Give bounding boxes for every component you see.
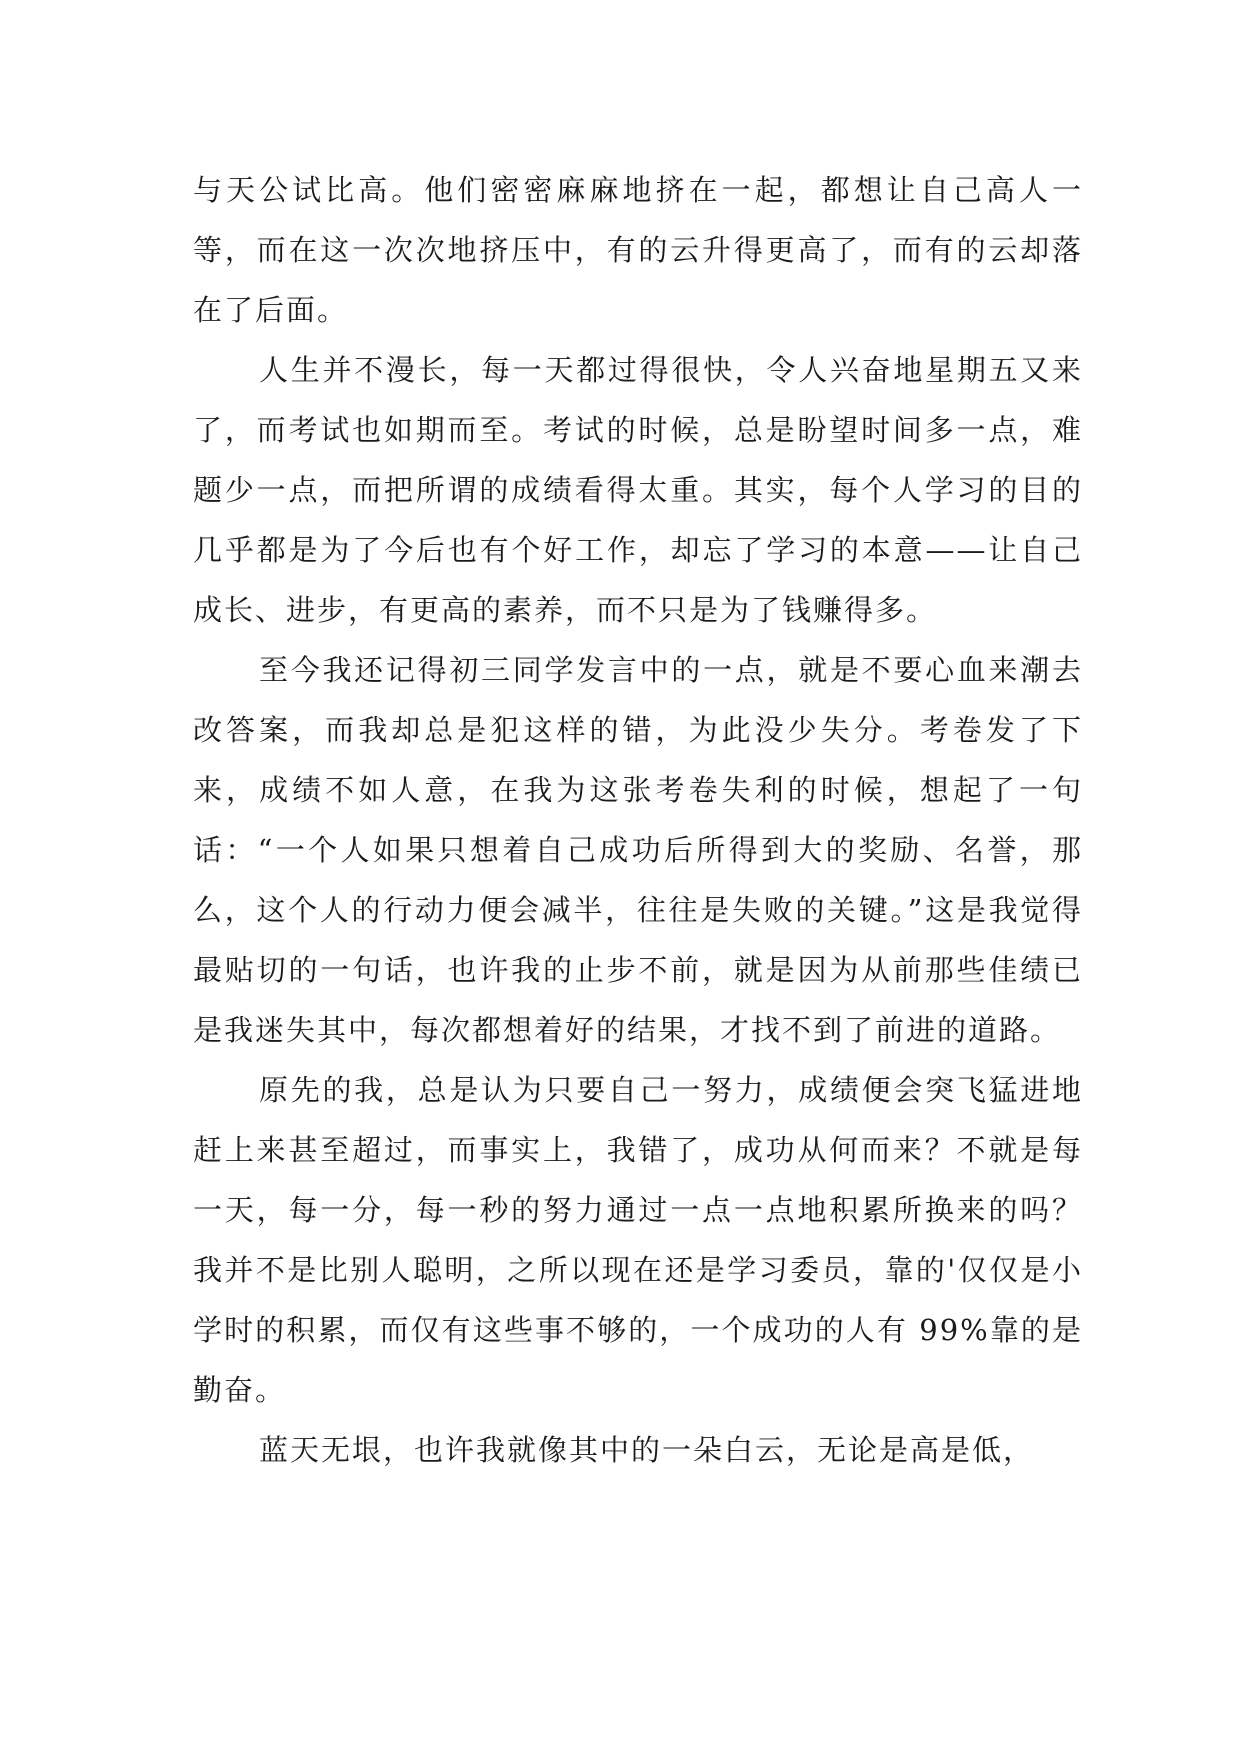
paragraph-4: 原先的我，总是认为只要自己一努力，成绩便会突飞猛进地赶上来甚至超过，而事实上，我错了，成功从何而来？不就是每一天，每一分，每一秒的努力通过一点一点地积累所换来的吗？我并不是比别人聪明，之所以现在还是学习委员，靠的'仅仅是小学时的积累，而仅有这些事不够的，一个成功的人有 99%靠的是勤奋。	[193, 1073, 1083, 1407]
paragraph-2: 人生并不漫长，每一天都过得很快，令人兴奋地星期五又来了，而考试也如期而至。考试的时候，总是盼望时间多一点，难题少一点，而把所谓的成绩看得太重。其实，每个人学习的目的几乎都是为了今后也有个好工作，却忘了学习的本意——让自己成长、进步，有更高的素养，而不只是为了钱赚得多。	[193, 353, 1083, 627]
paragraph-3: 至今我还记得初三同学发言中的一点，就是不要心血来潮去改答案，而我却总是犯这样的错，为此没少失分。考卷发了下来，成绩不如人意，在我为这张考卷失利的时候，想起了一句话：“一个人如果只想着自己成功后所得到大的奖励、名誉，那么，这个人的行动力便会减半，往往是失败的关键。”这是我觉得最贴切的一句话，也许我的止步不前，就是因为从前那些佳绩已是我迷失其中，每次都想着好的结果，才找不到了前进的道路。	[193, 653, 1083, 1047]
paragraph-1: 与天公试比高。他们密密麻麻地挤在一起，都想让自己高人一等，而在这一次次地挤压中，有的云升得更高了，而有的云却落在了后面。	[193, 173, 1083, 327]
body-text	[193, 160, 1083, 1480]
paragraph-5: 蓝天无垠，也许我就像其中的一朵白云，无论是高是低，	[259, 1433, 1035, 1467]
